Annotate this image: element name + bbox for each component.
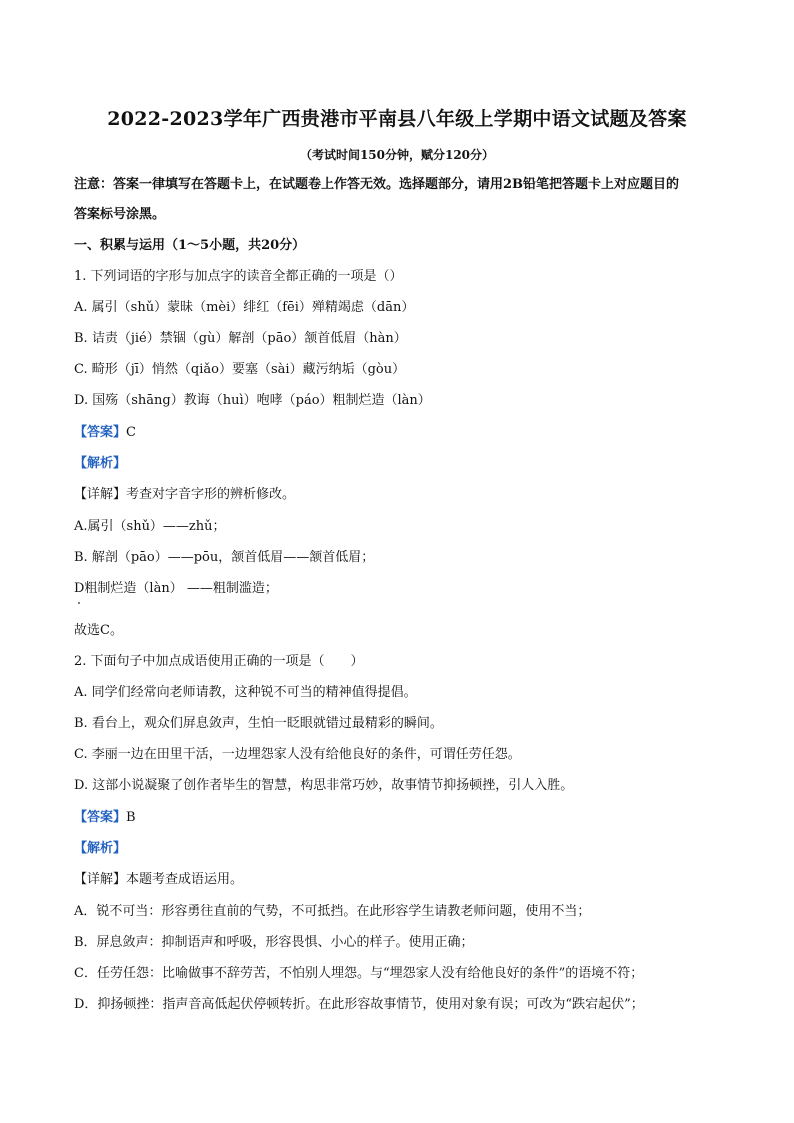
q2-explanation-c: C．任劳任怨：比喻做事不辞劳苦，不怕别人埋怨。与“埋怨家人没有给他良好的条件”的语境不符； (74, 966, 644, 981)
q1-analysis (74, 455, 126, 473)
page-title: 2022-2023学年广西贵港市平南县八年级上学期中语文试题及答案 (107, 108, 687, 130)
answer-value: C (126, 425, 136, 440)
q2-answer (74, 809, 136, 827)
exam-time-note: （考试时间150分钟，赋分120分） (299, 148, 495, 162)
q1-option-b: B. 诘责（jié）禁锢（gù）解剖（pāo）颔首低眉（hàn） (74, 331, 407, 346)
q2-analysis (74, 840, 126, 858)
q2-option-a: A. 同学们经常向老师请教，这种锐不可当的精神值得提倡。 (74, 685, 417, 700)
q2-stem: 2. 下面句子中加点成语使用正确的一项是（ ） (74, 654, 364, 669)
detail-label: 【详解】 (74, 872, 127, 887)
q1-detail (74, 486, 295, 504)
q2-option-d: D. 这部小说凝聚了创作者毕生的智慧，构思非常巧妙，故事情节抑扬顿挫，引人入胜。 (74, 778, 574, 793)
q1-stem: 1. 下列词语的字形与加点字的读音全都正确的一项是（） (74, 269, 403, 284)
section-heading: 一、积累与运用（1～5小题，共20分） (74, 238, 306, 253)
q2-option-b: B. 看台上，观众们屏息敛声，生怕一眨眼就错过最精彩的瞬间。 (74, 716, 443, 731)
q1-explanation-b: B. 解剖（pāo）——pōu，颔首低眉——颔首低眉； (74, 550, 375, 565)
answer-label: 【答案】 (74, 425, 127, 440)
notice-line-2: 答案标号涂黑。 (74, 207, 166, 222)
q1-answer (74, 424, 136, 442)
analysis-label: 【解析】 (74, 841, 127, 856)
analysis-label: 【解析】 (74, 456, 127, 471)
detail-label: 【详解】 (74, 487, 127, 502)
q2-explanation-a: A．锐不可当：形容勇往直前的气势，不可抵挡。在此形容学生请教老师问题，使用不当； (74, 904, 591, 919)
answer-value: B (126, 810, 136, 825)
q1-conclusion: 故选C。 (74, 623, 123, 638)
q1-option-a: A. 属引（shǔ）蒙昧（mèi）绯红（fēi）殚精竭虑（dān） (74, 300, 415, 315)
q2-explanation-d: D．抑扬顿挫：指声音高低起伏停顿转折。在此形容故事情节，使用对象有误；可改为“跌宕起伏”； (74, 997, 644, 1012)
q1-explanation-a: A.属引（shǔ）——zhǔ； (74, 519, 226, 534)
q2-detail (74, 871, 243, 889)
notice-line-1: 注意：答案一律填写在答题卡上，在试题卷上作答无效。选择题部分，请用2B铅笔把答题卡上对应题目的 (74, 177, 680, 192)
detail-text: 本题考查成语运用。 (126, 872, 244, 887)
answer-label: 【答案】 (74, 810, 127, 825)
q1-option-d: D. 国殇（shāng）教诲（huì）咆哮（páo）粗制烂造（làn） (74, 393, 431, 408)
stray-mark (78, 602, 80, 604)
q2-option-c: C. 李丽一边在田里干活，一边埋怨家人没有给他良好的条件，可谓任劳任怨。 (74, 747, 521, 762)
q1-explanation-d: D粗制烂造（làn） ——粗制滥造； (74, 581, 278, 596)
detail-text: 考查对字音字形的辨析修改。 (126, 487, 296, 502)
q2-explanation-b: B．屏息敛声：抑制语声和呼吸，形容畏惧、小心的样子。使用正确； (74, 935, 474, 950)
q1-option-c: C. 畸形（jī）悄然（qiǎo）要塞（sài）藏污纳垢（gòu） (74, 362, 406, 377)
